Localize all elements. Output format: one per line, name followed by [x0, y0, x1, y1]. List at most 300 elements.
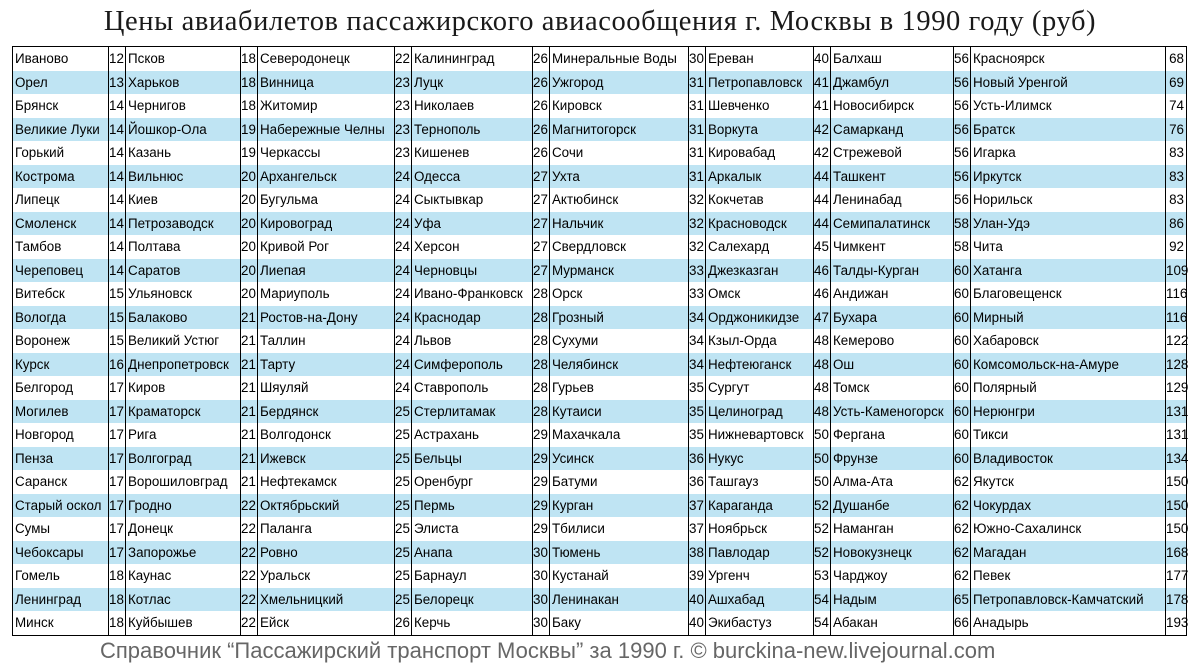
city-name-cell: Новосибирск: [833, 98, 914, 113]
city-name-cell: Чимкент: [833, 239, 886, 254]
price-cell: 34: [689, 333, 704, 348]
price-cell: 19: [241, 145, 256, 160]
city-name-cell: Нефтеюганск: [706, 353, 813, 377]
city-name-cell: Куйбышев: [128, 615, 193, 630]
city-name-cell: Львов: [414, 333, 452, 348]
price-cell: 129: [1166, 380, 1189, 395]
price-cell: 54: [814, 588, 830, 612]
price-cell: 60: [954, 380, 969, 395]
city-name-cell: Бухара: [831, 306, 953, 330]
price-cell: 29: [533, 474, 548, 489]
price-cell: 18: [109, 568, 124, 583]
city-name-cell: Ташкент: [831, 165, 953, 189]
price-cell: 18: [241, 51, 256, 66]
price-cell: 14: [109, 259, 125, 283]
price-cell: 60: [954, 306, 970, 330]
city-name-cell: Минск: [15, 615, 54, 630]
price-cell: 24: [395, 239, 410, 254]
price-cell: 21: [241, 474, 256, 489]
price-cell: 29: [533, 427, 548, 442]
source-footer: Справочник “Пассажирский транспорт Москвы” за 1990 г. © burckina-new.livejournal.com: [100, 638, 996, 663]
price-cell: 24: [395, 212, 411, 236]
city-name-cell: Надым: [831, 588, 953, 612]
city-name-cell: Джамбул: [831, 71, 953, 95]
price-cell: 47: [814, 306, 830, 330]
city-name-cell: Шевченко: [708, 98, 770, 113]
city-name-cell: Ворошиловград: [128, 474, 228, 489]
city-name-cell: Ейск: [260, 615, 289, 630]
city-name-cell: Балаково: [126, 306, 240, 330]
city-name-cell: Актюбинск: [552, 192, 619, 207]
price-cell: 22: [241, 541, 257, 565]
price-cell: 32: [689, 239, 704, 254]
city-name-cell: Караганда: [706, 494, 813, 518]
price-cell: 44: [814, 165, 830, 189]
price-cell: 40: [689, 615, 704, 630]
city-name-cell: Джезказган: [706, 259, 813, 283]
price-cell: 26: [395, 615, 410, 630]
city-name-cell: Баку: [552, 615, 581, 630]
city-name-cell: Ужгород: [550, 71, 688, 95]
price-cell: 26: [533, 145, 548, 160]
city-name-cell: Октябрьский: [258, 494, 394, 518]
city-name-cell: Талды-Курган: [831, 259, 953, 283]
price-column: [1165, 47, 1189, 635]
price-cell: 41: [814, 98, 829, 113]
price-cell: 14: [109, 212, 125, 236]
city-name-cell: Орджоникидзе: [706, 306, 813, 330]
price-cell: 178: [1166, 588, 1186, 612]
price-cell: 22: [395, 51, 410, 66]
city-name-cell: Сочи: [552, 145, 584, 160]
city-name-cell: Николаев: [414, 98, 475, 113]
price-cell: 31: [689, 118, 705, 142]
city-name-cell: Новокузнецк: [831, 541, 953, 565]
price-cell: 56: [954, 51, 969, 66]
city-name-cell: Экибастуз: [708, 615, 772, 630]
city-name-cell: Великие Луки: [13, 118, 108, 142]
city-name-cell: Стрежевой: [833, 145, 902, 160]
city-name-cell: Душанбе: [831, 494, 953, 518]
price-cell: 34: [689, 306, 705, 330]
city-name-cell: Горький: [15, 145, 65, 160]
price-cell: 46: [814, 286, 829, 301]
price-cell: 17: [109, 400, 125, 424]
price-column: [108, 47, 125, 635]
price-cell: 17: [109, 447, 125, 471]
city-name-cell: Бердянск: [258, 400, 394, 424]
price-cell: 23: [395, 71, 411, 95]
city-name-cell: Чарджоу: [833, 568, 888, 583]
price-cell: 16: [109, 353, 125, 377]
price-cell: 18: [109, 588, 125, 612]
city-name-cell: Воронеж: [15, 333, 70, 348]
price-cell: 131: [1166, 427, 1189, 442]
price-cell: 31: [689, 71, 705, 95]
city-name-cell: Братск: [971, 118, 1165, 142]
price-cell: 12: [109, 51, 124, 66]
price-cell: 27: [533, 212, 549, 236]
city-name-cell: Абакан: [833, 615, 878, 630]
city-name-cell: Саратов: [126, 259, 240, 283]
city-name-cell: Батуми: [552, 474, 598, 489]
price-cell: 13: [109, 71, 125, 95]
price-cell: 22: [241, 494, 257, 518]
price-cell: 31: [689, 145, 704, 160]
price-cell: 20: [241, 165, 257, 189]
city-name-cell: Сухуми: [552, 333, 599, 348]
city-name-cell: Пенза: [13, 447, 108, 471]
city-name-cell: Уфа: [412, 212, 532, 236]
price-cell: 23: [395, 98, 410, 113]
city-name-cell: Ижевск: [258, 447, 394, 471]
city-name-cell: Ульяновск: [128, 286, 193, 301]
city-name-cell: Кривой Рог: [260, 239, 330, 254]
price-cell: 25: [395, 474, 410, 489]
price-cell: 28: [533, 380, 548, 395]
price-cell: 22: [241, 568, 256, 583]
price-cell: 62: [954, 568, 969, 583]
price-cell: 58: [954, 212, 970, 236]
price-cell: 36: [689, 474, 704, 489]
city-name-cell: Анапа: [412, 541, 532, 565]
price-cell: 32: [689, 212, 705, 236]
city-name-cell: Белорецк: [412, 588, 532, 612]
city-name-cell: Тбилиси: [552, 521, 605, 536]
price-cell: 150: [1166, 521, 1189, 536]
city-name-cell: Ташгауз: [708, 474, 759, 489]
city-name-cell: Кировоград: [258, 212, 394, 236]
city-name-cell: Херсон: [414, 239, 460, 254]
price-cell: 27: [533, 239, 548, 254]
city-name-cell: Тарту: [258, 353, 394, 377]
price-cell: 14: [109, 239, 124, 254]
price-cell: 25: [395, 427, 410, 442]
price-cell: 33: [689, 286, 704, 301]
price-cell: 122: [1166, 333, 1189, 348]
price-cell: 31: [689, 98, 704, 113]
price-cell: 41: [814, 71, 830, 95]
price-cell: 29: [533, 494, 549, 518]
city-name-cell: Курган: [550, 494, 688, 518]
city-name-cell: Шяуляй: [260, 380, 309, 395]
price-cell: 32: [689, 192, 704, 207]
city-name-cell: Астрахань: [414, 427, 480, 442]
city-name-cell: Омск: [708, 286, 741, 301]
price-cell: 28: [533, 400, 549, 424]
city-name-cell: Ростов-на-Дону: [258, 306, 394, 330]
city-name-cell: Норильск: [973, 192, 1033, 207]
city-name-cell: Сыктывкар: [414, 192, 484, 207]
price-cell: 14: [109, 192, 124, 207]
city-name-cell: Вильнюс: [126, 165, 240, 189]
price-cell: 116: [1166, 306, 1186, 330]
price-cell: 53: [814, 568, 829, 583]
price-cell: 27: [533, 192, 548, 207]
city-name-cell: Череповец: [13, 259, 108, 283]
price-cell: 23: [395, 145, 410, 160]
city-name-cell: Волгодонск: [260, 427, 331, 442]
price-cell: 20: [241, 286, 256, 301]
city-name-cell: Ставрополь: [414, 380, 489, 395]
city-name-cell: Котлас: [126, 588, 240, 612]
price-cell: 30: [533, 541, 549, 565]
city-name-cell: Наманган: [833, 521, 894, 536]
price-column: [688, 47, 705, 635]
city-name-cell: Сумы: [15, 521, 51, 536]
price-cell: 50: [814, 447, 830, 471]
city-name-column: [126, 47, 240, 635]
city-name-cell: Фрунзе: [831, 447, 953, 471]
price-cell: 35: [689, 400, 705, 424]
city-name-cell: Старый оскол: [13, 494, 108, 518]
city-name-cell: Бугульма: [260, 192, 318, 207]
price-cell: 21: [241, 333, 256, 348]
price-cell: 52: [814, 494, 830, 518]
price-cell: 83: [1169, 145, 1184, 160]
price-cell: 45: [814, 239, 829, 254]
price-cell: 18: [241, 98, 256, 113]
city-name-cell: Усть-Илимск: [973, 98, 1052, 113]
city-name-cell: Краматорск: [126, 400, 240, 424]
city-name-cell: Гомель: [15, 568, 60, 583]
table-column: [125, 47, 257, 635]
city-name-cell: Павлодар: [706, 541, 813, 565]
city-name-cell: Чита: [973, 239, 1003, 254]
city-name-cell: Курск: [13, 353, 108, 377]
city-name-cell: Одесса: [412, 165, 532, 189]
city-name-cell: Элиста: [414, 521, 459, 536]
city-name-cell: Казань: [128, 145, 172, 160]
price-cell: 15: [109, 306, 125, 330]
city-name-cell: Орел: [13, 71, 108, 95]
price-cell: 30: [533, 615, 548, 630]
price-cell: 27: [533, 259, 549, 283]
city-name-cell: Черкассы: [260, 145, 321, 160]
city-name-cell: Симферополь: [412, 353, 532, 377]
city-name-cell: Тамбов: [15, 239, 62, 254]
price-cell: 35: [689, 380, 704, 395]
city-name-cell: Нерюнгри: [971, 400, 1165, 424]
price-cell: 30: [533, 568, 548, 583]
price-cell: 65: [954, 588, 970, 612]
price-cell: 24: [395, 259, 411, 283]
price-cell: 21: [241, 447, 257, 471]
city-name-cell: Могилев: [13, 400, 108, 424]
price-cell: 25: [395, 521, 410, 536]
price-cell: 14: [109, 98, 124, 113]
city-name-cell: Краснодар: [412, 306, 532, 330]
price-cell: 21: [241, 380, 256, 395]
price-cell: 22: [241, 588, 257, 612]
city-name-cell: Чебоксары: [13, 541, 108, 565]
city-name-cell: Псков: [128, 51, 165, 66]
city-name-cell: Усинск: [550, 447, 688, 471]
price-cell: 17: [109, 541, 125, 565]
city-name-cell: Нефтекамск: [260, 474, 337, 489]
city-name-cell: Оренбург: [414, 474, 473, 489]
price-column: [240, 47, 257, 635]
city-name-cell: Красноярск: [973, 51, 1045, 66]
price-cell: 25: [395, 568, 410, 583]
city-name-cell: Новгород: [15, 427, 74, 442]
city-name-cell: Хатанга: [971, 259, 1165, 283]
price-cell: 21: [241, 353, 257, 377]
city-name-cell: Махачкала: [552, 427, 621, 442]
city-name-cell: Ашхабад: [706, 588, 813, 612]
price-cell: 17: [109, 380, 124, 395]
city-name-cell: Аркалык: [706, 165, 813, 189]
city-name-cell: Саранск: [15, 474, 68, 489]
table-column: [705, 47, 830, 635]
city-name-cell: Йошкор-Ола: [126, 118, 240, 142]
city-name-cell: Ош: [831, 353, 953, 377]
city-name-cell: Винница: [258, 71, 394, 95]
city-name-cell: Усть-Каменогорск: [831, 400, 953, 424]
price-cell: 20: [241, 192, 256, 207]
city-name-cell: Калининград: [414, 51, 495, 66]
price-cell: 150: [1166, 474, 1189, 489]
price-cell: 76: [1166, 118, 1186, 142]
table-column: [13, 47, 125, 635]
price-cell: 83: [1169, 192, 1184, 207]
price-cell: 42: [814, 145, 829, 160]
city-name-cell: Белгород: [15, 380, 74, 395]
city-name-cell: Кутаиси: [550, 400, 688, 424]
city-name-cell: Харьков: [126, 71, 240, 95]
price-cell: 37: [689, 494, 705, 518]
city-name-cell: Нукус: [706, 447, 813, 471]
city-name-cell: Киев: [128, 192, 158, 207]
city-name-cell: Тюмень: [550, 541, 688, 565]
city-name-cell: Великий Устюг: [128, 333, 220, 348]
price-cell: 29: [533, 447, 549, 471]
price-cell: 14: [109, 145, 124, 160]
city-name-cell: Кокчетав: [708, 192, 764, 207]
city-name-cell: Певек: [973, 568, 1011, 583]
price-cell: 22: [241, 521, 256, 536]
city-name-cell: Кировабад: [708, 145, 776, 160]
table-column: [549, 47, 705, 635]
city-name-cell: Барнаул: [414, 568, 467, 583]
city-name-cell: Кзыл-Орда: [708, 333, 777, 348]
price-table: [12, 46, 1187, 636]
price-cell: 60: [954, 447, 970, 471]
city-name-cell: Витебск: [15, 286, 65, 301]
city-name-cell: Воркута: [706, 118, 813, 142]
city-name-cell: Кустанай: [552, 568, 609, 583]
city-name-cell: Салехард: [708, 239, 770, 254]
city-name-cell: Улан-Удэ: [971, 212, 1165, 236]
price-cell: 27: [533, 165, 549, 189]
price-cell: 50: [814, 427, 829, 442]
city-name-cell: Фергана: [833, 427, 885, 442]
city-name-cell: Сургут: [708, 380, 750, 395]
price-cell: 31: [689, 165, 705, 189]
price-cell: 62: [954, 474, 969, 489]
table-column: [830, 47, 970, 635]
price-cell: 20: [241, 239, 256, 254]
city-name-column: [258, 47, 394, 635]
price-cell: 25: [395, 494, 411, 518]
city-name-cell: Анадырь: [973, 615, 1029, 630]
price-cell: 25: [395, 447, 411, 471]
city-name-cell: Хмельницкий: [258, 588, 394, 612]
price-cell: 17: [109, 474, 124, 489]
city-name-cell: Черновцы: [412, 259, 532, 283]
price-cell: 26: [533, 51, 548, 66]
city-name-cell: Киров: [128, 380, 166, 395]
city-name-cell: Мурманск: [550, 259, 688, 283]
price-cell: 26: [533, 71, 549, 95]
price-cell: 19: [241, 118, 257, 142]
city-name-cell: Челябинск: [550, 353, 688, 377]
city-name-column: [706, 47, 813, 635]
price-column: [953, 47, 970, 635]
city-name-cell: Тернополь: [412, 118, 532, 142]
city-name-cell: Ухта: [550, 165, 688, 189]
price-cell: 60: [954, 333, 969, 348]
city-name-cell: Ереван: [708, 51, 754, 66]
price-cell: 24: [395, 192, 410, 207]
table-column: [970, 47, 1189, 635]
city-name-cell: Ивано-Франковск: [414, 286, 523, 301]
price-cell: 56: [954, 165, 970, 189]
city-name-cell: Орск: [552, 286, 583, 301]
city-name-cell: Благовещенск: [973, 286, 1062, 301]
city-name-cell: Архангельск: [258, 165, 394, 189]
price-cell: 17: [109, 521, 124, 536]
price-cell: 39: [689, 568, 704, 583]
city-name-cell: Ургенч: [708, 568, 750, 583]
price-cell: 52: [814, 541, 830, 565]
city-name-cell: Полтава: [128, 239, 181, 254]
price-cell: 86: [1166, 212, 1186, 236]
price-cell: 52: [814, 521, 829, 536]
price-cell: 128: [1166, 353, 1186, 377]
price-cell: 25: [395, 588, 411, 612]
city-name-cell: Чернигов: [128, 98, 186, 113]
city-name-cell: Запорожье: [126, 541, 240, 565]
city-name-cell: Житомир: [260, 98, 318, 113]
city-name-cell: Смоленск: [13, 212, 108, 236]
price-cell: 150: [1166, 494, 1186, 518]
price-cell: 28: [533, 333, 548, 348]
city-name-column: [831, 47, 953, 635]
city-name-column: [971, 47, 1165, 635]
city-name-column: [13, 47, 108, 635]
city-name-cell: Брянск: [15, 98, 59, 113]
city-name-cell: Пермь: [412, 494, 532, 518]
price-cell: 14: [109, 165, 125, 189]
price-cell: 56: [954, 98, 969, 113]
city-name-cell: Бельцы: [412, 447, 532, 471]
city-name-cell: Чокурдах: [971, 494, 1165, 518]
city-name-cell: Ленинабад: [833, 192, 902, 207]
city-name-cell: Набережные Челны: [258, 118, 394, 142]
price-cell: 21: [241, 306, 257, 330]
city-name-cell: Кишенев: [414, 145, 470, 160]
price-cell: 26: [533, 98, 548, 113]
city-name-cell: Паланга: [260, 521, 312, 536]
city-name-cell: Вологда: [13, 306, 108, 330]
price-cell: 28: [533, 286, 548, 301]
price-cell: 37: [689, 521, 704, 536]
price-cell: 54: [814, 615, 829, 630]
city-name-cell: Нижневартовск: [708, 427, 804, 442]
price-cell: 42: [814, 118, 830, 142]
price-cell: 38: [689, 541, 705, 565]
